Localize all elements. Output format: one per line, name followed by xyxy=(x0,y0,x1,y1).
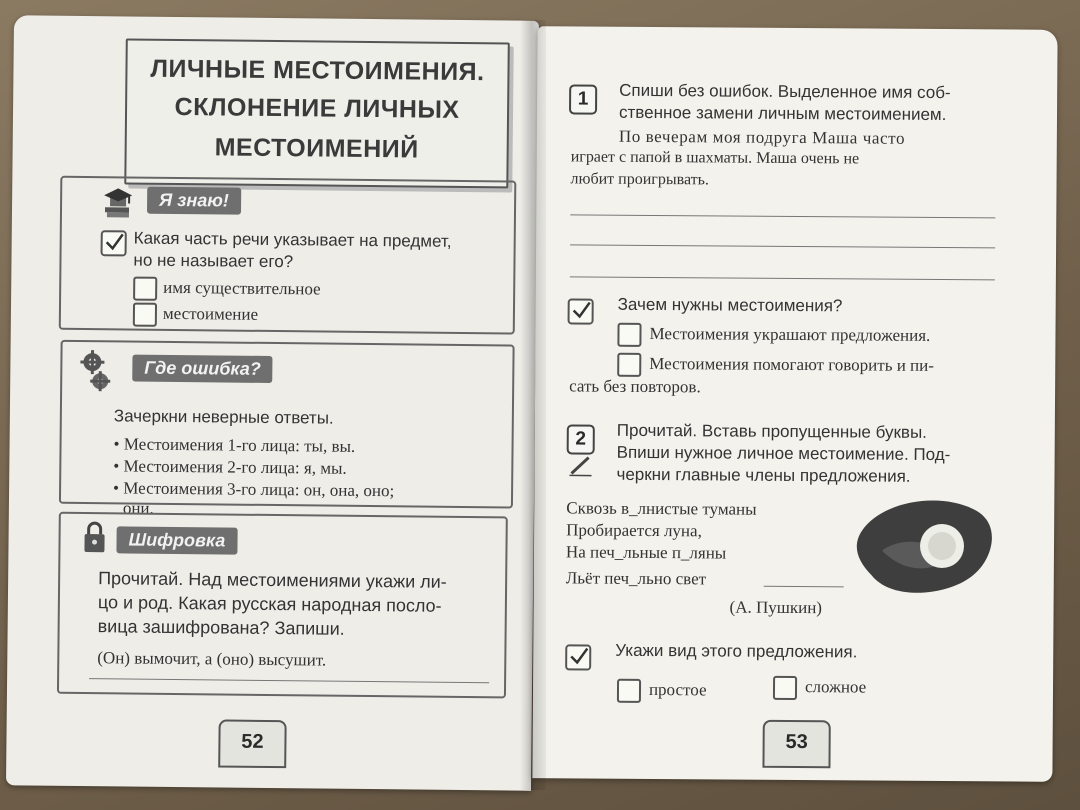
why-question: Зачем нужны местоимения? xyxy=(617,294,843,316)
option-label-noun: имя существительное xyxy=(163,277,321,299)
page-number-left: 52 xyxy=(218,719,286,768)
error-item-2: • Местоимения 2-го лица: я, мы. xyxy=(113,456,347,478)
option-checkbox-repeat[interactable] xyxy=(617,353,641,377)
task1-text-line-3: любит проигрывать. xyxy=(570,170,710,189)
option-label-decorate: Местоимения украшают предложения. xyxy=(649,323,931,345)
option-label-repeat-line-1: Местоимения помогают говорить и пи- xyxy=(649,353,935,375)
know-question-line-1: Какая часть речи указывает на предмет, xyxy=(133,228,452,251)
cipher-proverb: (Он) вымочит, а (оно) высушит. xyxy=(97,648,327,670)
writing-line-1 xyxy=(570,214,995,218)
error-section xyxy=(59,340,515,518)
task2-instruction-line-2: Впиши нужное личное местоимение. Под- xyxy=(616,442,951,465)
poem-line-3: На печ_льные п_ляны xyxy=(565,542,727,563)
book-gutter-shadow xyxy=(520,20,546,790)
know-question-line-2: но не называет его? xyxy=(133,250,294,272)
checkmark-icon xyxy=(101,230,127,256)
option-label-repeat-line-2: сать без повторов. xyxy=(569,376,701,397)
gears-icon xyxy=(78,348,112,392)
title-box xyxy=(124,38,510,188)
option-label-complex: сложное xyxy=(804,677,867,697)
moon-clouds-illustration xyxy=(852,490,1003,601)
cipher-text-line-1: Прочитай. Над местоимениями укажи ли- xyxy=(98,568,447,592)
padlock-icon xyxy=(82,520,106,554)
right-page xyxy=(532,26,1057,782)
answer-line xyxy=(89,678,489,683)
task1-instruction-line-1: Спиши без ошибок. Выделенное имя соб- xyxy=(619,80,951,103)
left-page xyxy=(6,15,539,790)
poem-author: (А. Пушкин) xyxy=(729,597,823,618)
cipher-text-line-2: цо и род. Какая русская народная посло- xyxy=(97,592,442,616)
option-checkbox-decorate[interactable] xyxy=(617,323,641,347)
poem-line-4: Льёт печ_льно свет xyxy=(565,568,707,589)
cipher-tag: Шифровка xyxy=(116,526,237,554)
page-number-right: 53 xyxy=(762,720,830,768)
title-line-1: ЛИЧНЫЕ МЕСТОИМЕНИЯ. xyxy=(150,54,485,87)
option-checkbox-noun[interactable] xyxy=(133,277,157,301)
task-number-1: 1 xyxy=(569,84,597,114)
task1-instruction-line-2: ственное замени личным местоимением. xyxy=(618,102,947,125)
task1-text-line-1: По вечерам моя подруга Маша часто xyxy=(618,126,906,148)
error-item-4: они. xyxy=(122,498,154,518)
error-item-3: • Местоимения 3-го лица: он, она, оно; xyxy=(113,478,395,501)
title-line-3: МЕСТОИМЕНИЙ xyxy=(214,133,419,164)
title-line-2: СКЛОНЕНИЕ ЛИЧНЫХ xyxy=(174,92,460,124)
poem-line-1: Сквозь в_лнистые туманы xyxy=(566,498,757,519)
option-label-simple: простое xyxy=(648,679,707,700)
checkmark-icon xyxy=(565,644,591,670)
task2-instruction-line-1: Прочитай. Вставь пропущенные буквы. xyxy=(616,420,927,442)
option-label-pronoun: местоимение xyxy=(162,303,259,324)
option-checkbox-simple[interactable] xyxy=(617,679,641,703)
option-checkbox-complex[interactable] xyxy=(773,676,797,700)
error-instruction: Зачеркни неверные ответы. xyxy=(113,406,334,428)
cipher-section xyxy=(57,512,508,699)
know-tag: Я знаю! xyxy=(147,187,241,215)
writing-line-3 xyxy=(570,276,995,280)
pronoun-blank xyxy=(764,586,844,588)
option-checkbox-pronoun[interactable] xyxy=(133,303,157,327)
task2-instruction-line-3: черкни главные члены предложения. xyxy=(616,464,911,486)
cipher-text-line-3: вица зашифрована? Запиши. xyxy=(97,616,345,639)
task-number-2: 2 xyxy=(567,424,595,454)
error-tag: Где ошибка? xyxy=(132,355,273,383)
kind-question: Укажи вид этого предложения. xyxy=(615,640,858,662)
poem-line-2: Пробирается луна, xyxy=(566,520,702,541)
know-section xyxy=(59,176,517,335)
error-item-1: • Местоимения 1-го лица: ты, вы. xyxy=(113,434,356,456)
task1-text-line-2: играет с папой в шахматы. Маша очень не xyxy=(570,148,860,168)
pencil-icon xyxy=(568,454,592,476)
checkmark-icon xyxy=(568,298,594,324)
writing-line-2 xyxy=(570,244,995,248)
graduation-books-icon xyxy=(102,185,132,219)
